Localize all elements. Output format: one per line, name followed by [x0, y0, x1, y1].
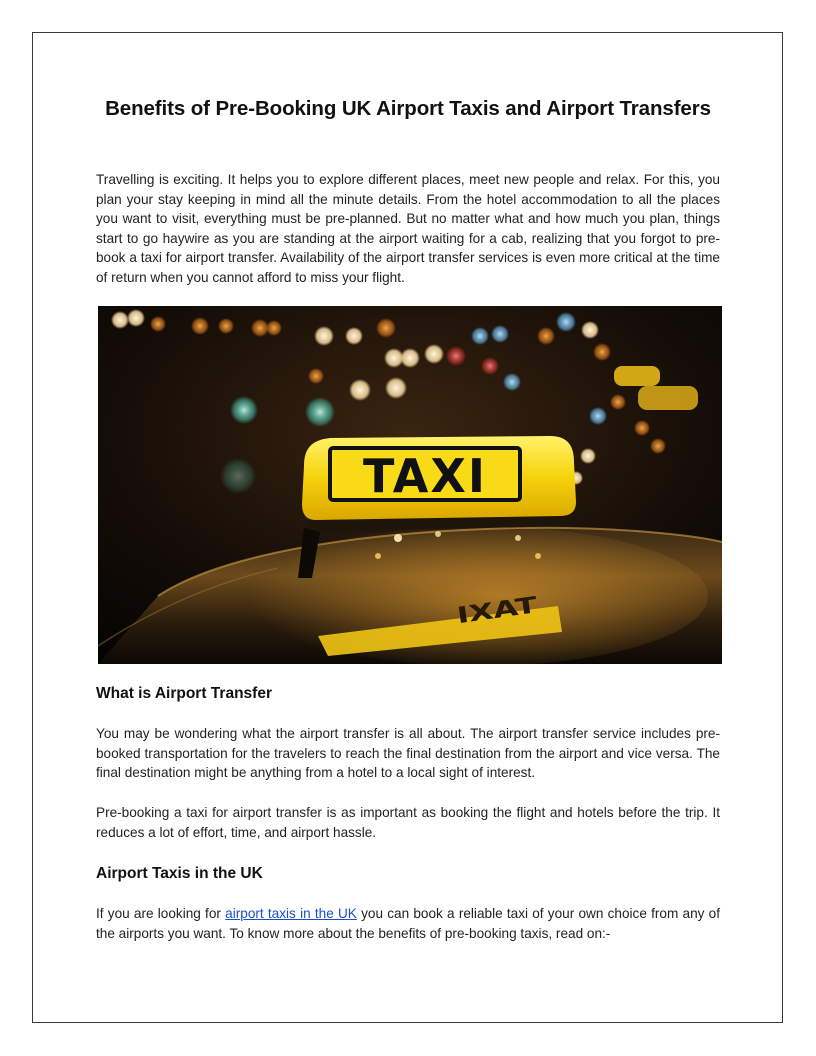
- section-heading-airport-taxis: Airport Taxis in the UK: [96, 865, 263, 882]
- intro-paragraph: Travelling is exciting. It helps you to explore different places, meet new people and relax. For this, you plan your stay keeping in mind all the minute details. From the hotel accommodation to all the places you want to visit, everything must be pre-planned. But no matter what and how much you plan, things start to go haywire as you are standing at the airport waiting for a cab, realizing that you forgot to pre-book a taxi for airport transfer. Availability of the airport transfer services is even more critical at the time of return when you cannot afford to miss your flight.: [96, 172, 720, 285]
- airport-taxis-paragraph: [96, 904, 720, 943]
- airport-taxis-uk-link[interactable]: airport taxis in the UK: [225, 906, 357, 921]
- document-title: Benefits of Pre-Booking UK Airport Taxis and Airport Transfers: [105, 97, 711, 120]
- airport-transfer-paragraph-2: Pre-booking a taxi for airport transfer is as important as booking the flight and hotels before the trip. It reduces a lot of effort, time, and airport hassle.: [96, 805, 720, 840]
- airport-taxis-text-after: you can book a reliable taxi of your own choice from any of the airports you want. To know more about the benefits of pre-booking taxis, read on:-: [96, 906, 720, 941]
- airport-transfer-paragraph-1: You may be wondering what the airport transfer is all about. The airport transfer service includes pre-booked transportation for the travelers to reach the final destination from the airport and vice versa. The final destination might be anything from a hotel to a local sight of interest.: [96, 726, 720, 780]
- taxi-photo: [98, 306, 722, 664]
- airport-taxis-text-before: If you are looking for: [96, 906, 226, 921]
- svg-text:TAXI: TAXI: [455, 591, 539, 629]
- taxi-sign-text: TAXI: [363, 449, 487, 503]
- section-heading-airport-transfer: What is Airport Transfer: [96, 685, 272, 702]
